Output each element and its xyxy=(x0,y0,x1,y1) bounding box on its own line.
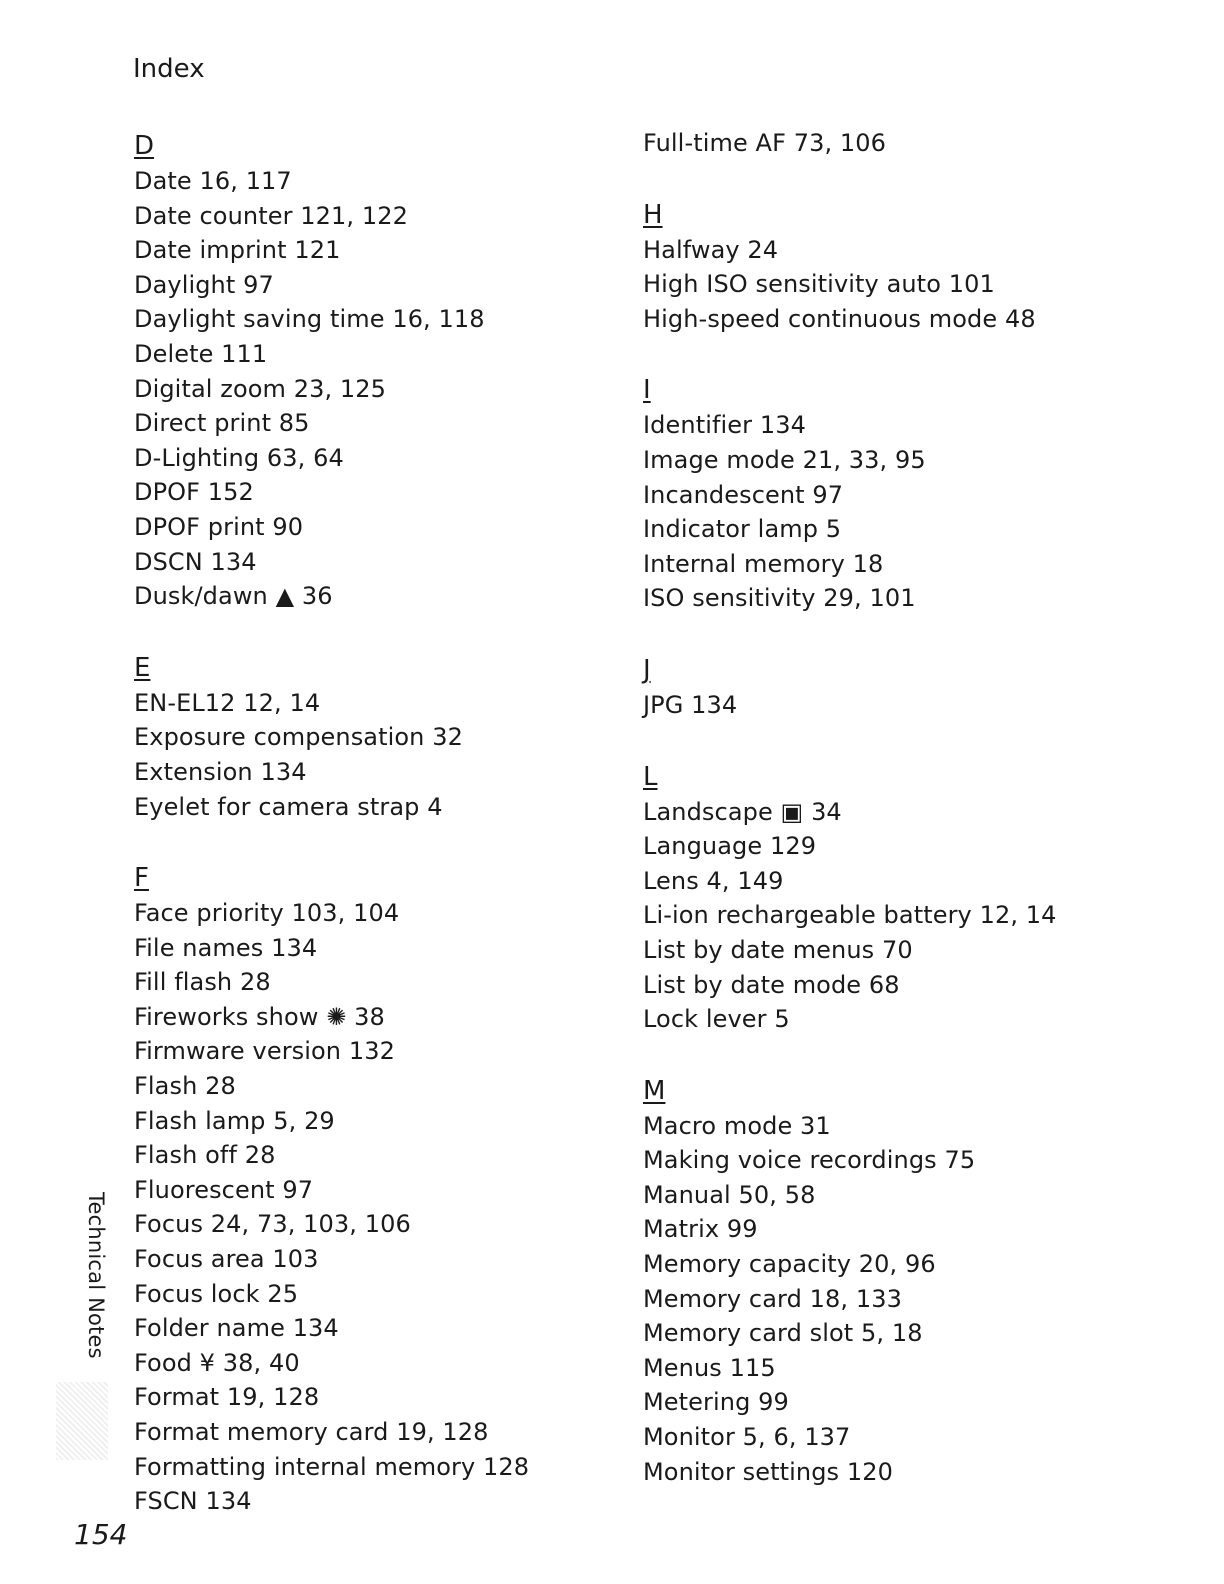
index-section-f xyxy=(134,860,604,1519)
section-letter: D xyxy=(134,131,155,161)
section-side-tab: Technical Notes xyxy=(84,1192,108,1359)
index-entry: Daylight 97 xyxy=(134,270,274,299)
index-entry: High-speed continuous mode 48 xyxy=(643,304,1036,333)
index-entry-fireworks: Fireworks show ✺ 38 xyxy=(134,1002,385,1031)
index-entry-dusk-dawn: Dusk/dawn ▲ 36 xyxy=(134,582,333,611)
index-entry: Fluorescent 97 xyxy=(134,1175,314,1204)
index-entry: Macro mode 31 xyxy=(643,1111,831,1140)
index-entry: ISO sensitivity 29, 101 xyxy=(643,584,916,613)
index-entry: Internal memory 18 xyxy=(643,549,884,578)
index-section-j xyxy=(643,652,1183,723)
section-letter: M xyxy=(643,1075,666,1106)
index-section-e xyxy=(134,650,604,824)
index-entry: Eyelet for camera strap 4 xyxy=(134,792,443,821)
index-section-i xyxy=(643,372,1183,616)
index-entry: Indicator lamp 5 xyxy=(643,515,842,544)
index-column-right xyxy=(643,128,1183,1525)
index-entry: Monitor 5, 6, 137 xyxy=(643,1423,851,1452)
index-entry: DPOF print 90 xyxy=(134,512,304,541)
index-column-left xyxy=(134,128,604,1555)
index-entry: Li-ion rechargeable battery 12, 14 xyxy=(643,901,1057,930)
index-entry: Firmware version 132 xyxy=(134,1037,395,1066)
index-entry: Monitor settings 120 xyxy=(643,1457,894,1486)
index-entry: Extension 134 xyxy=(134,757,307,786)
tab-shade-decoration xyxy=(56,1382,108,1460)
index-entry: Metering 99 xyxy=(643,1388,789,1417)
index-section-l xyxy=(643,759,1183,1037)
index-entry: Fill flash 28 xyxy=(134,968,271,997)
section-letter: E xyxy=(134,652,151,683)
index-entry-food: Food ¥ 38, 40 xyxy=(134,1348,300,1377)
index-entry: DPOF 152 xyxy=(134,478,254,507)
index-entry: Digital zoom 23, 125 xyxy=(134,374,387,403)
index-entry: FSCN 134 xyxy=(134,1487,252,1516)
index-entry: Exposure compensation 32 xyxy=(134,723,463,752)
index-entry: Flash off 28 xyxy=(134,1141,276,1170)
index-entry: Memory card 18, 133 xyxy=(643,1284,902,1313)
section-letter: J xyxy=(643,654,651,685)
index-entry: Menus 115 xyxy=(643,1353,776,1382)
index-entry: Focus area 103 xyxy=(134,1245,319,1274)
index-section-d xyxy=(134,128,604,614)
index-entry: Date counter 121, 122 xyxy=(134,201,408,230)
index-section-f-continued xyxy=(643,126,1183,161)
index-entry: Face priority 103, 104 xyxy=(134,899,400,928)
index-section-m xyxy=(643,1073,1183,1490)
index-entry: Date 16, 117 xyxy=(134,167,292,195)
index-entry: Lens 4, 149 xyxy=(643,866,784,895)
index-entry: List by date mode 68 xyxy=(643,970,900,999)
index-entry: Image mode 21, 33, 95 xyxy=(643,445,926,474)
index-entry: JPG 134 xyxy=(643,690,738,719)
section-letter: F xyxy=(134,863,149,894)
index-entry: Daylight saving time 16, 118 xyxy=(134,305,485,334)
index-entry: File names 134 xyxy=(134,933,318,962)
index-entry: Language 129 xyxy=(643,832,817,861)
index-entry: Flash lamp 5, 29 xyxy=(134,1106,335,1135)
index-section-h xyxy=(643,197,1183,337)
page-number: 154 xyxy=(74,1518,128,1551)
index-entry: Full-time AF 73, 106 xyxy=(643,129,887,157)
index-entry: Making voice recordings 75 xyxy=(643,1146,976,1175)
index-entry: Lock lever 5 xyxy=(643,1005,790,1034)
index-entry-landscape: Landscape ▣ 34 xyxy=(643,797,842,826)
index-entry: Date imprint 121 xyxy=(134,236,341,265)
index-entry: Format 19, 128 xyxy=(134,1383,320,1412)
index-entry: D-Lighting 63, 64 xyxy=(134,443,344,472)
index-entry: Delete 111 xyxy=(134,339,268,368)
index-entry: EN-EL12 12, 14 xyxy=(134,688,321,717)
page-title: Index xyxy=(133,54,205,84)
index-entry: List by date menus 70 xyxy=(643,935,913,964)
index-entry: Flash 28 xyxy=(134,1072,236,1101)
index-entry: Focus 24, 73, 103, 106 xyxy=(134,1210,411,1239)
index-entry: High ISO sensitivity auto 101 xyxy=(643,270,995,299)
section-letter: H xyxy=(643,199,663,230)
index-entry: DSCN 134 xyxy=(134,547,257,576)
index-entry: Identifier 134 xyxy=(643,411,806,440)
index-entry: Memory card slot 5, 18 xyxy=(643,1319,923,1348)
index-entry: Incandescent 97 xyxy=(643,480,844,509)
section-letter: L xyxy=(643,761,658,792)
index-entry: Halfway 24 xyxy=(643,235,779,264)
index-entry: Memory capacity 20, 96 xyxy=(643,1250,936,1279)
index-entry: Format memory card 19, 128 xyxy=(134,1418,489,1446)
index-entry: Focus lock 25 xyxy=(134,1279,299,1308)
index-entry: Manual 50, 58 xyxy=(643,1180,816,1209)
index-entry: Direct print 85 xyxy=(134,409,310,438)
index-entry: Folder name 134 xyxy=(134,1314,339,1343)
section-letter: I xyxy=(643,375,651,406)
index-entry: Formatting internal memory 128 xyxy=(134,1452,530,1481)
index-entry: Matrix 99 xyxy=(643,1215,758,1244)
